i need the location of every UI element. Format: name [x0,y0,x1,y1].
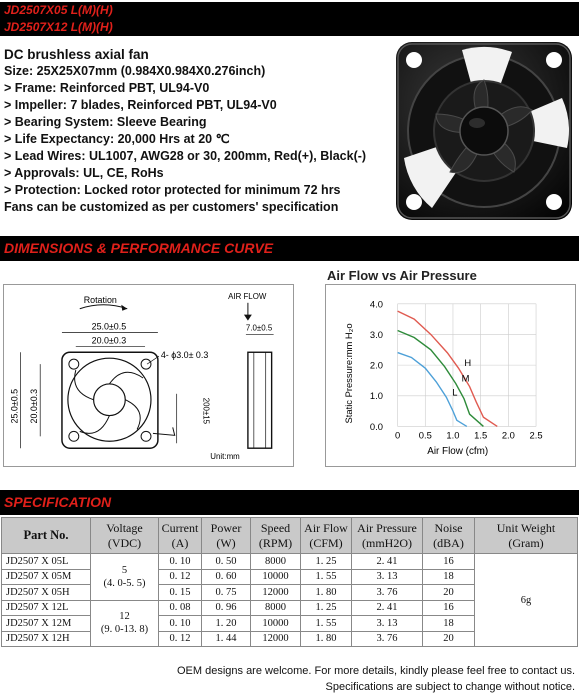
dim-outer-height: 25.0±0.5 [9,388,20,424]
airflow-label: AIR FLOW [228,291,267,301]
airflow-cell: 1. 80 [301,631,352,647]
x-axis-label: Air Flow (cfm) [427,446,489,458]
description-line: > Protection: Locked rotor protected for minimum 72 hrs [4,183,341,197]
current-cell: 0. 08 [159,600,202,616]
fan-product-photo [392,38,576,224]
airflow-cell: 1. 25 [301,554,352,570]
current-cell: 0. 12 [159,569,202,585]
power-cell: 1. 44 [202,631,251,647]
airflow-cell: 1. 80 [301,585,352,601]
series-line-h [398,311,498,426]
footer-note-disclaimer: Specifications are subject to change without notice. [325,681,575,693]
column-header: Unit Weight (Gram) [475,518,578,554]
section-title-specification: SPECIFICATION [0,490,579,515]
description-line: > Frame: Reinforced PBT, UL94-V0 [4,81,210,95]
series-label: M [461,372,470,384]
series-label: L [452,386,458,398]
speed-cell: 12000 [251,585,301,601]
x-tick-label: 2.0 [501,429,515,441]
dim-thickness: 7.0±0.5 [245,323,273,333]
part-number-cell: JD2507 X 12H [2,631,91,647]
y-tick-label: 0.0 [369,420,383,432]
x-tick-label: 1.5 [474,429,488,441]
footer-note-oem: OEM designs are welcome. For more details, kindly please feel free to contact us. [176,665,575,677]
description-line: > Bearing System: Sleeve Bearing [4,115,207,129]
unit-label: Unit:mm [210,452,240,462]
x-tick-label: 0.5 [418,429,432,441]
current-cell: 0. 15 [159,585,202,601]
dimension-drawing [3,284,294,467]
speed-cell: 12000 [251,631,301,647]
noise-cell: 16 [423,600,475,616]
section-title-dimensions: DIMENSIONS & PERFORMANCE CURVE [0,236,579,261]
specification-table [1,517,578,647]
y-tick-label: 4.0 [369,298,383,310]
power-cell: 0. 96 [202,600,251,616]
weight-cell: 6g [475,554,578,647]
dim-inner-height: 20.0±0.3 [29,388,40,424]
airflow-cell: 1. 55 [301,616,352,632]
speed-cell: 8000 [251,600,301,616]
y-tick-label: 1.0 [369,390,383,402]
model-number-2: JD2507X12 L(M)(H) [0,19,579,36]
current-cell: 0. 10 [159,554,202,570]
noise-cell: 18 [423,569,475,585]
noise-cell: 20 [423,585,475,601]
description-line: Fans can be customized as per customers' specification [4,200,339,214]
x-tick-label: 2.5 [529,429,543,441]
x-tick-label: 1.0 [446,429,460,441]
voltage-cell [91,554,159,601]
noise-cell: 16 [423,554,475,570]
airflow-cell: 1. 55 [301,569,352,585]
column-header: Speed (RPM) [251,518,301,554]
noise-cell: 20 [423,631,475,647]
column-header: Air Flow (CFM) [301,518,352,554]
pressure-cell: 2. 41 [352,554,423,570]
speed-cell: 10000 [251,616,301,632]
speed-cell: 10000 [251,569,301,585]
description-line: > Approvals: UL, CE, RoHs [4,166,164,180]
column-header: Noise (dBA) [423,518,475,554]
hole-spec: 4- ϕ3.0± 0.3 [160,350,209,361]
airflow-cell: 1. 25 [301,600,352,616]
column-header: Current (A) [159,518,202,554]
part-number-cell: JD2507 X 05M [2,569,91,585]
pressure-cell: 3. 13 [352,569,423,585]
part-number-cell: JD2507 X 12L [2,600,91,616]
product-description [4,46,366,216]
voltage-range: (4. 0-5. 5) [103,577,146,589]
chart-title: Air Flow vs Air Pressure [327,268,477,283]
x-tick-label: 0 [394,429,401,441]
power-cell: 0. 75 [202,585,251,601]
y-axis-label: Static Pressure:mm H₂o [343,323,355,424]
column-header: Voltage (VDC) [91,518,159,554]
power-cell: 0. 50 [202,554,251,570]
current-cell: 0. 10 [159,616,202,632]
voltage-cell [91,600,159,647]
noise-cell: 18 [423,616,475,632]
column-header: Power (W) [202,518,251,554]
description-line: Size: 25X25X07mm (0.984X0.984X0.276inch) [4,64,266,78]
pressure-cell: 3. 76 [352,585,423,601]
wire-length: 200±15 [201,397,211,425]
y-tick-label: 3.0 [369,328,383,340]
description-line: > Life Expectancy: 20,000 Hrs at 20 ℃ [4,132,230,146]
table-row [2,554,578,570]
current-cell: 0. 12 [159,631,202,647]
power-cell: 1. 20 [202,616,251,632]
voltage-nominal: 5 [121,564,128,576]
power-cell: 0. 60 [202,569,251,585]
model-number-1: JD2507X05 L(M)(H) [0,2,579,19]
pressure-cell: 3. 13 [352,616,423,632]
part-number-cell: JD2507 X 05L [2,554,91,570]
series-label: H [464,357,472,369]
part-number-cell: JD2507 X 05H [2,585,91,601]
y-tick-label: 2.0 [369,359,383,371]
performance-chart [325,284,576,467]
description-line: > Impeller: 7 blades, Reinforced PBT, UL94-V0 [4,98,277,112]
description-line: > Lead Wires: UL1007, AWG28 or 30, 200mm, Red(+), Black(-) [4,149,367,163]
pressure-cell: 2. 41 [352,600,423,616]
voltage-range: (9. 0-13. 8) [100,624,149,636]
description-line: DC brushless axial fan [4,47,149,62]
column-header: Part No. [2,518,91,554]
pressure-cell: 3. 76 [352,631,423,647]
dim-outer-width: 25.0±0.5 [91,321,127,332]
speed-cell: 8000 [251,554,301,570]
dim-inner-width: 20.0±0.3 [91,335,127,346]
column-header: Air Pressure (mmH2O) [352,518,423,554]
part-number-cell: JD2507 X 12M [2,616,91,632]
rotation-label: Rotation [83,294,117,305]
voltage-nominal: 12 [119,611,130,623]
